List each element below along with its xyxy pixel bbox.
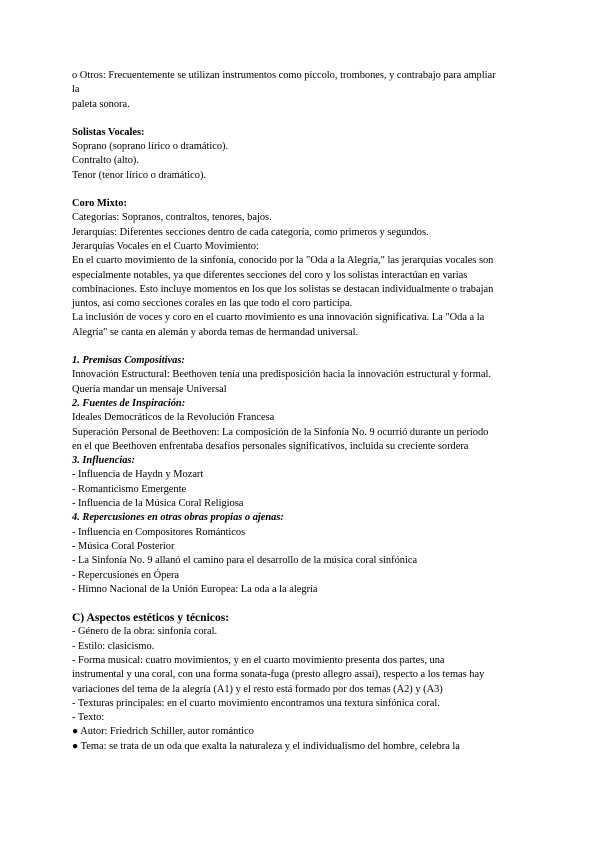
solistas-item: Tenor (tenor lírico o dramático). (72, 169, 207, 181)
coro-line: En el cuarto movimiento de la sinfonía, conocido por la "Oda a la Alegría," las jerarquías vocales son (72, 255, 494, 267)
otros-line-1: o Otros: Frecuentemente se utilizan instrumentos como piccolo, trombones, y contrabajo para ampliar (72, 70, 496, 81)
coro-line: Alegría" se canta en alemán y aborda temas de hermandad universal. (72, 326, 359, 338)
coro-line: La inclusión de voces y coro en el cuarto movimiento es una innovación significativa. La "Oda a la (72, 312, 485, 324)
influencias-heading: 3. Influencias: (72, 455, 135, 467)
coro-line: juntos, así como secciones corales en las que todo el coro participa. (72, 298, 353, 310)
aspectos-line: instrumental y una coral, con una forma sonata-fuga (presto allegro assai), respecto a los temas hay (72, 669, 485, 681)
coro-heading: Coro Mixto: (72, 198, 127, 210)
premisas-heading: 1. Premisas Compositivas: (72, 355, 185, 367)
aspectos-line: - Forma musical: cuatro movimientos, y en el cuarto movimiento presenta dos partes, una (72, 654, 445, 666)
document-page (72, 69, 532, 754)
otros-line-2: la (72, 84, 80, 96)
repercusiones-line: - Música Coral Posterior (72, 540, 175, 552)
repercusiones-line: - Himno Nacional de la Unión Europea: La oda a la alegría (72, 583, 318, 595)
coro-line: combinaciones. Esto incluye momentos en los que los solistas se destacan individualmente o trabajan (72, 283, 494, 295)
repercusiones-line: - Repercusiones en Ópera (72, 569, 180, 581)
coro-line: especialmente notables, ya que diferentes secciones del coro y los solistas interactúan en varias (72, 269, 468, 281)
fuentes-line: Ideales Democráticos de la Revolución Francesa (72, 412, 275, 424)
fuentes-line: en el que Beethoven enfrentaba desafíos personales significativos, incluida su creciente sordera (72, 440, 469, 452)
solistas-item: Contralto (alto). (72, 155, 139, 167)
aspectos-heading: C) Aspectos estéticos y técnicos: (72, 611, 230, 625)
coro-line: Categorías: Sopranos, contraltos, tenores, bajos. (72, 212, 272, 224)
aspectos-line: ● Autor: Friedrich Schiller, autor romántico (72, 726, 254, 738)
fuentes-line: Superación Personal de Beethoven: La composición de la Sinfonía No. 9 ocurrió durante un período (72, 426, 489, 438)
solistas-item: Soprano (soprano lírico o dramático). (72, 141, 229, 153)
influencias-line: - Influencia de Haydn y Mozart (72, 469, 204, 481)
aspectos-line: ● Tema: se trata de un oda que exalta la naturaleza y el individualismo del hombre, celebra la (72, 740, 460, 752)
coro-line: Jerarquías: Diferentes secciones dentro de cada categoría, como primeros y segundos. (72, 226, 429, 238)
aspectos-line: - Texto: (72, 712, 105, 724)
influencias-line: - Influencia de la Música Coral Religiosa (72, 498, 244, 510)
aspectos-line: - Estilo: clasicismo. (72, 640, 155, 652)
solistas-heading: Solistas Vocales: (72, 126, 145, 138)
influencias-line: - Romanticismo Emergente (72, 483, 187, 495)
coro-line: Jerarquías Vocales en el Cuarto Movimiento: (72, 240, 259, 252)
repercusiones-line: - La Sinfonía No. 9 allanó el camino para el desarrollo de la música coral sinfónica (72, 555, 418, 567)
repercusiones-heading: 4. Repercusiones en otras obras propias o ajenas: (72, 512, 284, 524)
aspectos-line: - Género de la obra: sinfonía coral. (72, 626, 218, 638)
aspectos-line: - Texturas principales: en el cuarto movimiento encontramos una textura sinfónica coral. (72, 697, 440, 709)
repercusiones-line: - Influencia en Compositores Románticos (72, 526, 246, 538)
otros-line-3: paleta sonora. (72, 98, 130, 110)
premisas-line: Innovación Estructural: Beethoven tenía una predisposición hacia la innovación estructural y formal. (72, 369, 491, 381)
aspectos-line: variaciones del tema de la alegría (A1) y el resto está formado por dos temas (A2) y (A3) (72, 683, 443, 695)
premisas-line: Quería mandar un mensaje Universal (72, 383, 227, 395)
fuentes-heading: 2. Fuentes de Inspiración: (72, 397, 186, 409)
